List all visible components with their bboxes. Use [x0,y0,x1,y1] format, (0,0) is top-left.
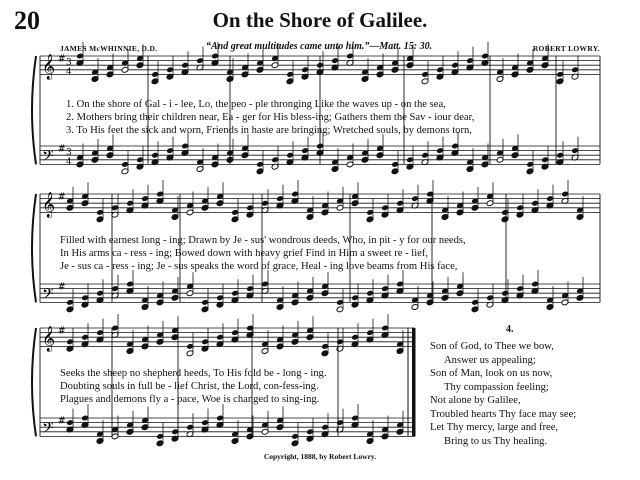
treble-clef-icon: 𝄞 [42,54,56,80]
key-sharp-icon: # [58,144,66,155]
time-signature: 4 [66,157,72,168]
bass-clef-icon: 𝄢 [42,419,54,441]
verse-4-number: 4. [506,324,514,335]
verse-line: Son of Man, look on us now, [430,368,553,379]
key-sharp-icon: # [58,54,66,65]
verse-4-text [430,340,576,448]
lyric-line: 2. Mothers bring their children near, Ea - ger for His bless-ing; Gathers them the Sav - iour dear, [66,112,475,123]
key-sharp-icon: # [58,326,66,337]
lyric-line: Seeks the sheep no shepherd heeds, To His fold be - long - ing. [60,368,327,379]
lyric-line: 1. On the shore of Gal - i - lee, Lo, the peo - ple thronging Like the waves up - on the sea, [66,99,446,110]
verse-line: Answer us appealing; [444,354,536,366]
time-signature: 3 [66,58,72,69]
verse-line: Troubled hearts Thy face may see; [430,408,577,420]
system-2-lyrics [60,234,466,273]
hymn-title: On the Shore of Galilee. [212,8,428,32]
author-credit: JAMES McWHINNIE, D.D. [60,44,158,53]
verse-line: Son of God, to Thee we bow, [430,341,554,352]
time-signature: 4 [66,67,72,78]
treble-clef-icon: 𝄞 [42,326,56,352]
system-brace [32,328,36,436]
treble-clef-icon: 𝄞 [42,192,56,218]
lyric-line: Doubting souls in full be - lief Christ, the Lord, con-fess-ing. [60,381,319,392]
system-3-lyrics [60,367,327,406]
composer-credit: ROBERT LOWRY. [532,44,600,53]
key-sharp-icon: # [58,282,66,293]
lyric-line: 3. To His feet the sick and worn, Friends in haste are bringing; Wretched souls, by demons torn, [66,125,472,136]
verse-line: Thy compassion feeling; [444,381,549,393]
lyric-line: Je - sus ca - ress - ing; Je - sus speaks the word of grace, Heal - ing love beams from His face, [60,261,458,272]
system-brace [32,194,36,302]
bass-clef-icon: 𝄢 [42,285,54,307]
final-bar-line [412,328,415,436]
copyright-notice: Copyright, 1888, by Robert Lowry. [263,452,377,461]
system-1-lyrics [66,98,474,137]
lyric-line: In His arms ca - ress - ing; Bowed down with heavy grief Find in Him a sweet re - lief, [60,248,429,259]
page-number: 20 [14,6,40,35]
bass-clef-icon: 𝄢 [42,147,54,169]
verse-line: Let Thy mercy, large and free, [430,422,559,433]
system-brace [32,56,36,164]
time-signature: 3 [66,148,72,159]
scripture-epigraph: “And great multitudes came unto him.”—Matt. 15: 30. [206,41,433,52]
verse-line: Bring to us Thy healing. [444,435,548,447]
key-sharp-icon: # [58,192,66,203]
lyric-line: Plagues and demons fly a - pace, Woe is changed to sing-ing. [60,394,320,405]
verse-line: Not alone by Galilee, [430,395,521,406]
key-sharp-icon: # [58,416,66,427]
lyric-line: Filled with earnest long - ing; Drawn by Je - sus' wondrous deeds, Who, in pit - y for our needs, [60,235,466,246]
